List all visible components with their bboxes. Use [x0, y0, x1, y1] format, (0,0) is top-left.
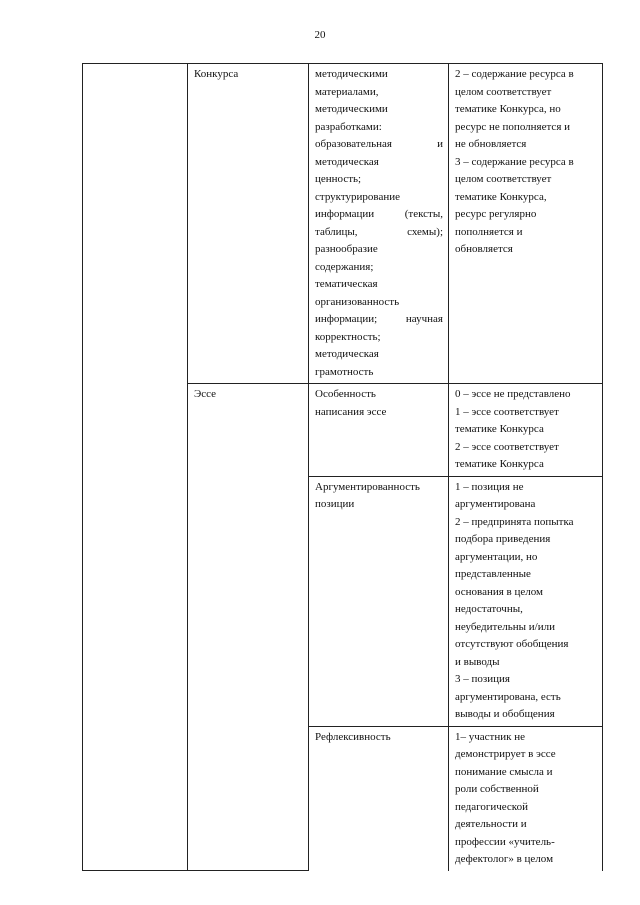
text-word: информации;: [315, 313, 378, 325]
text-word: образовательная: [315, 138, 392, 150]
text-line: 2 – предпринята попытка: [455, 515, 574, 528]
text-line: [315, 206, 443, 224]
text-line: целом соответствует: [455, 173, 552, 185]
criteria-cell: [309, 726, 449, 871]
table-cell-empty: [83, 64, 188, 871]
text-line: 3 – позиция: [455, 673, 510, 685]
text-word: и: [437, 138, 443, 150]
text-word: научная: [405, 313, 443, 325]
scores-cell: [449, 726, 603, 871]
table-row: [83, 64, 603, 384]
text-word: схемы);: [407, 225, 443, 238]
text-line: профессии «учитель-: [455, 835, 555, 848]
text-line: роли собственной: [455, 783, 539, 795]
scores-cell: [449, 64, 603, 384]
page-number: 20: [314, 29, 326, 41]
text-line: методическая: [315, 155, 379, 168]
text-line: 3 – содержание ресурса в: [455, 155, 574, 168]
text-line: тематическая: [315, 278, 378, 290]
text-word: (тексты,: [404, 208, 443, 220]
text-line: демонстрирует в эссе: [455, 748, 556, 760]
text-line: тематике Конкурса,: [455, 190, 547, 203]
criteria-table: [82, 63, 603, 871]
text-line: [315, 224, 443, 242]
text-line: методическими: [315, 68, 388, 80]
text-line: методическая: [315, 348, 379, 360]
text-line: ценность;: [315, 173, 362, 185]
text-line: [315, 311, 443, 329]
scores-cell: [449, 384, 603, 477]
text-line: написания эссе: [315, 405, 387, 418]
text-line: неубедительны и/или: [455, 620, 555, 633]
nomination-cell: Конкурса: [188, 64, 309, 384]
criteria-cell: [309, 384, 449, 477]
text-line: Рефлексивность: [315, 730, 391, 743]
text-line: отсутствуют обобщения: [455, 638, 569, 650]
text-word: информации: [315, 208, 375, 220]
text-line: структурирование: [315, 190, 401, 203]
text-line: представленные: [455, 568, 531, 580]
text-line: пополняется и: [455, 225, 523, 238]
text-line: 1 – эссе соответствует: [455, 405, 559, 418]
scores-cell: [449, 476, 603, 726]
nomination-cell: Эссе: [188, 384, 309, 871]
text-line: выводы и обобщения: [455, 708, 555, 720]
criteria-cell: [309, 64, 449, 384]
text-line: Аргументированность: [315, 480, 420, 493]
text-line: педагогической: [455, 800, 528, 813]
text-line: тематике Конкурса: [455, 458, 544, 470]
text-line: 1 – позиция не: [455, 480, 524, 493]
text-line: разнообразие: [315, 243, 378, 255]
text-line: разработками:: [315, 120, 382, 133]
text-line: ресурс не пополняется и: [455, 120, 571, 133]
criteria-cell: [309, 476, 449, 726]
text-line: целом соответствует: [455, 85, 552, 98]
text-line: аргументации, но: [455, 550, 538, 563]
text-line: деятельности и: [455, 818, 527, 830]
text-line: [315, 136, 443, 154]
text-line: тематике Конкурса, но: [455, 103, 561, 115]
text-line: организованность: [315, 295, 400, 308]
text-line: ресурс регулярно: [455, 208, 537, 220]
text-line: недостаточны,: [455, 603, 523, 615]
text-line: грамотность: [315, 365, 374, 378]
text-line: тематике Конкурса: [455, 423, 544, 435]
text-line: 2 – содержание ресурса в: [455, 68, 574, 80]
text-line: основания в целом: [455, 585, 544, 598]
text-word: таблицы,: [315, 225, 358, 238]
text-line: не обновляется: [455, 138, 527, 150]
text-line: подбора приведения: [455, 533, 551, 545]
text-line: методическими: [315, 103, 388, 115]
text-line: обновляется: [455, 243, 513, 255]
text-line: 1– участник не: [455, 730, 525, 743]
text-line: аргументирована: [455, 498, 536, 510]
text-line: содержания;: [315, 260, 374, 273]
text-line: Особенность: [315, 388, 376, 400]
text-line: 2 – эссе соответствует: [455, 440, 559, 453]
text-line: корректность;: [315, 330, 381, 343]
text-line: дефектолог» в целом: [455, 853, 554, 865]
text-line: и выводы: [455, 655, 500, 668]
text-line: материалами,: [315, 85, 379, 98]
text-line: 0 – эссе не представлено: [455, 388, 571, 400]
text-line: понимание смысла и: [455, 765, 553, 778]
text-line: аргументирована, есть: [455, 690, 561, 703]
text-line: позиции: [315, 498, 355, 510]
